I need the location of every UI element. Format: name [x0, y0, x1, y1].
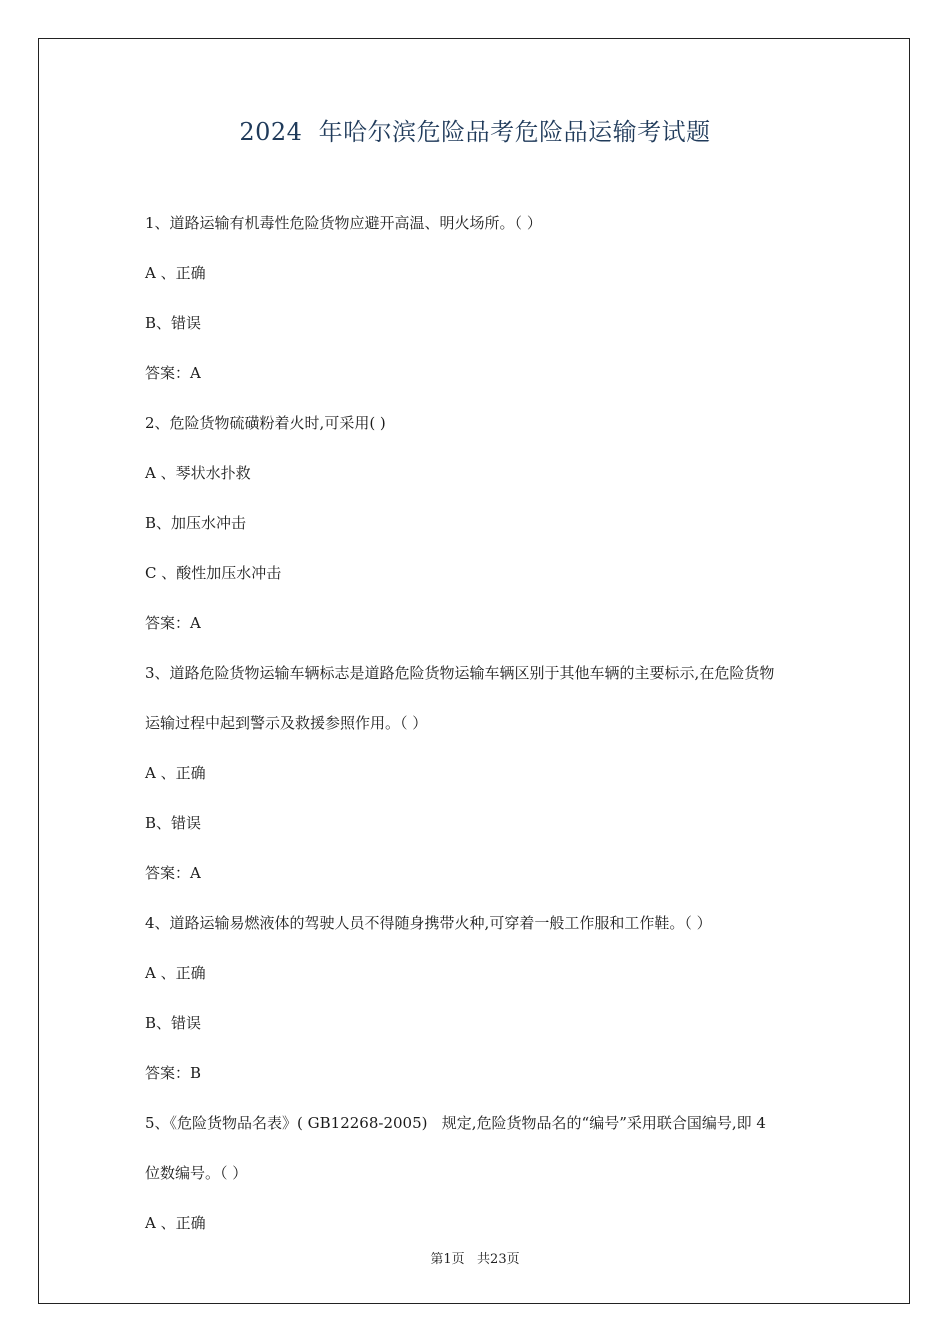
question-3-option-a: A 、正确 [145, 764, 206, 782]
question-4-text: 4、道路运输易燃液体的驾驶人员不得随身携带火种,可穿着一般工作服和工作鞋。（ ） [145, 914, 712, 932]
question-5-option-a: A 、正确 [145, 1214, 206, 1232]
question-2-option-c: C 、酸性加压水冲击 [145, 564, 282, 582]
question-2-text: 2、危险货物硫磺粉着火时,可采用( ) [145, 414, 386, 432]
document-title: 2024 年哈尔滨危险品考危险品运输考试题 [239, 118, 711, 146]
question-3-text-line-2: 运输过程中起到警示及救援参照作用。（ ） [145, 714, 428, 732]
question-4-option-a: A 、正确 [145, 964, 206, 982]
question-4-answer: 答案：B [145, 1064, 202, 1082]
question-3-answer: 答案：A [145, 864, 201, 882]
question-5-text-line-2: 位数编号。（ ） [145, 1164, 248, 1182]
question-4-option-b: B、错误 [145, 1014, 202, 1032]
question-3-option-b: B、错误 [145, 814, 202, 832]
question-3-text-line-1: 3、道路危险货物运输车辆标志是道路危险货物运输车辆区别于其他车辆的主要标示,在危险货物 [145, 664, 775, 682]
page-number-footer: 第1页 共23页 [430, 1252, 520, 1267]
question-1-option-a: A 、正确 [145, 264, 206, 282]
question-1-option-b: B、错误 [145, 314, 202, 332]
question-2-option-a: A 、琴状水扑救 [145, 464, 251, 482]
question-2-option-b: B、加压水冲击 [145, 514, 247, 532]
question-2-answer: 答案：A [145, 614, 201, 632]
document-body [145, 198, 815, 1248]
question-1-text: 1、道路运输有机毒性危险货物应避开高温、明火场所。（ ） [145, 214, 542, 232]
question-1-answer: 答案：A [145, 364, 201, 382]
question-5-text-line-1: 5、《危险货物品名表》( GB12268-2005) 规定,危险货物品名的“编号”采用联合国编号,即 4 [145, 1114, 766, 1132]
